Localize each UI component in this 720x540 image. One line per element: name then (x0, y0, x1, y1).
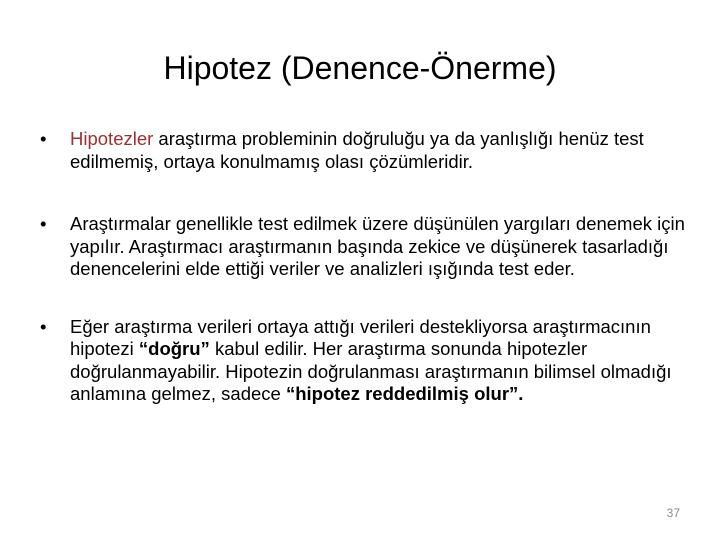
bullet-text: kabul edilir. Her araştırma sonunda hipotezler doğrulanmayabilir. Hipotezin doğrulanması araştırmanın bilimsel olmadığı anlamına gelmez, sadece (70, 338, 672, 404)
page-number: 37 (666, 506, 680, 520)
bullet-icon: • (40, 128, 47, 149)
bullet-item-1 (38, 128, 698, 173)
bullet-text: Eğer araştırma verileri ortaya attığı verileri destekliyorsa araştırmacının hipotezi (70, 315, 651, 359)
bullet-list (38, 128, 698, 446)
bold-phrase: “doğru” (138, 338, 210, 359)
bullet-text: araştırma probleminin doğruluğu ya da yanlışlığı henüz test edilmemiş, ortaya konulmamış olası çözümleridir. (70, 128, 644, 172)
bold-phrase: “hipotez reddedilmiş olur”. (285, 383, 524, 404)
bullet-text: Araştırmalar genellikle test edilmek üzere düşünülen yargıları denemek için yapılır. Araştırmacı araştırmanın başında zekice ve düşünerek tasarladığı denencelerini elde ettiği veriler ve analizleri ışığında test eder. (70, 213, 685, 279)
slide-title: Hipotez (Denence-Önerme) (163, 50, 557, 86)
highlighted-term: Hipotezler (70, 128, 154, 149)
bullet-item-3 (38, 316, 698, 406)
bullet-icon: • (40, 315, 47, 337)
bullet-icon: • (40, 213, 47, 234)
bullet-item-2 (38, 213, 698, 281)
